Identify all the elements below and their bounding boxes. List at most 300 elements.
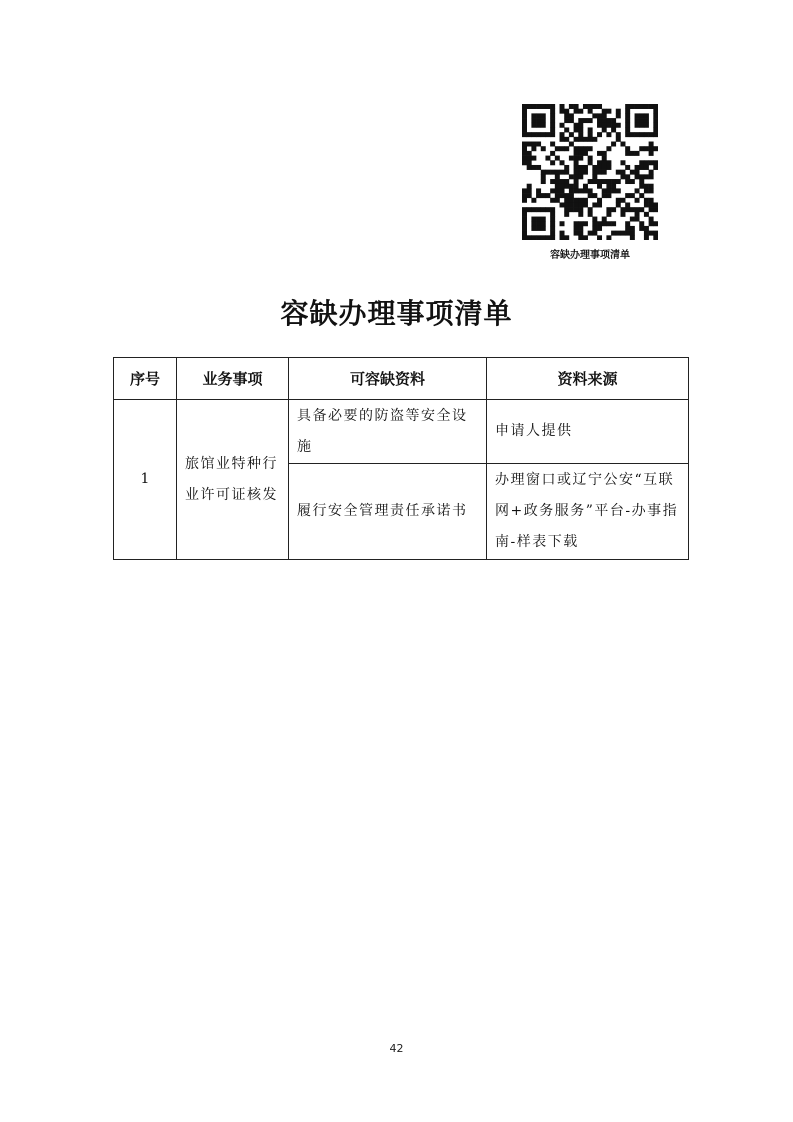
qr-module bbox=[583, 146, 588, 151]
qr-module bbox=[522, 151, 527, 156]
qr-module bbox=[649, 146, 654, 151]
qr-module bbox=[555, 188, 560, 193]
qr-module bbox=[635, 118, 640, 123]
qr-module bbox=[578, 221, 583, 226]
qr-module bbox=[531, 118, 536, 123]
qr-module bbox=[602, 160, 607, 165]
qr-module bbox=[588, 146, 593, 151]
cell-serial-no: 1 bbox=[114, 400, 177, 560]
qr-module bbox=[545, 170, 550, 175]
qr-module bbox=[592, 174, 597, 179]
qr-module bbox=[555, 146, 560, 151]
qr-module bbox=[569, 156, 574, 161]
qr-caption: 容缺办理事项清单 bbox=[550, 250, 630, 261]
qr-module bbox=[616, 170, 621, 175]
qr-module bbox=[611, 142, 616, 147]
qr-module bbox=[649, 142, 654, 147]
qr-module bbox=[620, 198, 625, 203]
qr-module bbox=[522, 212, 527, 217]
qr-module bbox=[527, 132, 532, 137]
qr-module bbox=[522, 188, 527, 193]
qr-module bbox=[564, 118, 569, 123]
qr-module bbox=[569, 198, 574, 203]
cell-source: 申请人提供 bbox=[487, 400, 689, 464]
qr-module bbox=[527, 193, 532, 198]
qr-module bbox=[602, 221, 607, 226]
qr-module bbox=[578, 123, 583, 128]
qr-module bbox=[578, 118, 583, 123]
qr-module bbox=[653, 132, 658, 137]
qr-module bbox=[527, 142, 532, 147]
qr-module bbox=[611, 123, 616, 128]
qr-module bbox=[522, 207, 527, 212]
qr-module bbox=[625, 165, 630, 170]
qr-module bbox=[560, 184, 565, 189]
qr-module bbox=[536, 165, 541, 170]
qr-module bbox=[635, 207, 640, 212]
qr-module bbox=[527, 156, 532, 161]
matters-table bbox=[113, 357, 689, 560]
qr-module bbox=[602, 113, 607, 118]
qr-module bbox=[602, 156, 607, 161]
qr-module bbox=[588, 118, 593, 123]
qr-module bbox=[541, 226, 546, 231]
qr-module bbox=[574, 188, 579, 193]
qr-module bbox=[616, 188, 621, 193]
qr-module bbox=[653, 231, 658, 236]
qr-module bbox=[644, 123, 649, 128]
qr-module bbox=[653, 165, 658, 170]
qr-module bbox=[635, 174, 640, 179]
qr-module bbox=[588, 104, 593, 109]
qr-module bbox=[564, 113, 569, 118]
qr-module bbox=[625, 132, 630, 137]
qr-module bbox=[564, 170, 569, 175]
qr-module bbox=[649, 104, 654, 109]
qr-module bbox=[606, 123, 611, 128]
qr-module bbox=[560, 231, 565, 236]
qr-module bbox=[653, 160, 658, 165]
qr-module bbox=[588, 207, 593, 212]
qr-module bbox=[635, 113, 640, 118]
qr-module bbox=[635, 165, 640, 170]
qr-module bbox=[522, 118, 527, 123]
qr-module bbox=[522, 217, 527, 222]
qr-module bbox=[649, 207, 654, 212]
qr-module bbox=[611, 184, 616, 189]
qr-module bbox=[574, 146, 579, 151]
qr-module bbox=[527, 235, 532, 240]
qr-module bbox=[649, 202, 654, 207]
qr-module bbox=[649, 184, 654, 189]
qr-module bbox=[564, 184, 569, 189]
qr-module bbox=[630, 193, 635, 198]
qr-module bbox=[583, 221, 588, 226]
qr-module bbox=[555, 170, 560, 175]
qr-module bbox=[583, 235, 588, 240]
qr-module bbox=[564, 179, 569, 184]
qr-module bbox=[569, 142, 574, 147]
qr-module bbox=[541, 174, 546, 179]
qr-module bbox=[611, 207, 616, 212]
qr-module bbox=[536, 235, 541, 240]
qr-module bbox=[531, 217, 536, 222]
qr-module bbox=[611, 118, 616, 123]
qr-module bbox=[639, 132, 644, 137]
qr-module bbox=[606, 146, 611, 151]
qr-module bbox=[560, 109, 565, 114]
qr-module bbox=[522, 156, 527, 161]
qr-module bbox=[597, 170, 602, 175]
qr-module bbox=[616, 137, 621, 142]
qr-module bbox=[616, 179, 621, 184]
qr-module bbox=[522, 193, 527, 198]
qr-module bbox=[583, 165, 588, 170]
qr-module bbox=[653, 113, 658, 118]
qr-module bbox=[522, 226, 527, 231]
qr-module bbox=[522, 235, 527, 240]
qr-module bbox=[630, 132, 635, 137]
table-header-row bbox=[114, 358, 689, 400]
qr-module bbox=[620, 142, 625, 147]
qr-module bbox=[630, 207, 635, 212]
qr-module bbox=[639, 179, 644, 184]
qr-module bbox=[620, 212, 625, 217]
qr-module bbox=[597, 132, 602, 137]
qr-module bbox=[527, 160, 532, 165]
qr-module bbox=[635, 151, 640, 156]
qr-module bbox=[550, 221, 555, 226]
qr-module bbox=[522, 104, 527, 109]
qr-module bbox=[578, 231, 583, 236]
qr-module bbox=[588, 179, 593, 184]
qr-module bbox=[625, 118, 630, 123]
qr-module bbox=[616, 123, 621, 128]
qr-module bbox=[560, 179, 565, 184]
qr-module bbox=[616, 202, 621, 207]
qr-module bbox=[550, 104, 555, 109]
qr-module bbox=[644, 165, 649, 170]
qr-module bbox=[578, 174, 583, 179]
qr-module bbox=[592, 193, 597, 198]
qr-module bbox=[649, 231, 654, 236]
qr-module bbox=[606, 184, 611, 189]
qr-module bbox=[644, 132, 649, 137]
qr-module bbox=[653, 118, 658, 123]
qr-module bbox=[574, 165, 579, 170]
qr-module bbox=[625, 174, 630, 179]
qr-module bbox=[574, 123, 579, 128]
qr-module bbox=[578, 127, 583, 132]
qr-module bbox=[574, 137, 579, 142]
qr-module bbox=[550, 113, 555, 118]
qr-module bbox=[592, 217, 597, 222]
qr-module bbox=[592, 226, 597, 231]
qr-module bbox=[625, 127, 630, 132]
qr-module bbox=[649, 198, 654, 203]
qr-module bbox=[560, 188, 565, 193]
qr-module bbox=[536, 188, 541, 193]
qr-module bbox=[545, 207, 550, 212]
qr-module bbox=[541, 113, 546, 118]
qr-module bbox=[564, 235, 569, 240]
qr-module bbox=[639, 174, 644, 179]
qr-module bbox=[639, 113, 644, 118]
qr-module bbox=[639, 160, 644, 165]
qr-module bbox=[597, 179, 602, 184]
qr-module bbox=[616, 231, 621, 236]
cell-business-item: 旅馆业特种行业许可证核发 bbox=[177, 400, 289, 560]
qr-module bbox=[569, 188, 574, 193]
qr-module bbox=[531, 226, 536, 231]
qr-module bbox=[583, 188, 588, 193]
qr-module bbox=[649, 174, 654, 179]
qr-module bbox=[630, 217, 635, 222]
qr-module bbox=[588, 193, 593, 198]
qr-module bbox=[555, 174, 560, 179]
qr-module bbox=[630, 226, 635, 231]
qr-module bbox=[550, 127, 555, 132]
qr-module bbox=[545, 193, 550, 198]
qr-module bbox=[653, 207, 658, 212]
qr-module bbox=[531, 104, 536, 109]
qr-module bbox=[620, 160, 625, 165]
qr-module bbox=[644, 231, 649, 236]
qr-module bbox=[606, 207, 611, 212]
qr-module bbox=[531, 132, 536, 137]
qr-module bbox=[531, 207, 536, 212]
qr-module bbox=[578, 170, 583, 175]
qr-module bbox=[644, 160, 649, 165]
qr-module bbox=[635, 170, 640, 175]
qr-module bbox=[639, 193, 644, 198]
qr-module bbox=[611, 221, 616, 226]
qr-module bbox=[555, 156, 560, 161]
qr-module bbox=[597, 118, 602, 123]
qr-module bbox=[625, 231, 630, 236]
qr-module bbox=[592, 104, 597, 109]
qr-module bbox=[536, 226, 541, 231]
qr-module bbox=[569, 174, 574, 179]
qr-module bbox=[550, 160, 555, 165]
qr-module bbox=[527, 165, 532, 170]
qr-module bbox=[602, 193, 607, 198]
qr-module bbox=[616, 132, 621, 137]
qr-module bbox=[578, 109, 583, 114]
qr-module bbox=[574, 109, 579, 114]
qr-module bbox=[564, 165, 569, 170]
qr-module bbox=[550, 142, 555, 147]
qr-module bbox=[625, 202, 630, 207]
qr-module bbox=[536, 118, 541, 123]
qr-module bbox=[527, 104, 532, 109]
qr-module bbox=[620, 170, 625, 175]
qr-module bbox=[597, 123, 602, 128]
qr-module bbox=[560, 132, 565, 137]
qr-module bbox=[531, 142, 536, 147]
qr-module bbox=[564, 127, 569, 132]
qr-module bbox=[597, 235, 602, 240]
qr-module bbox=[588, 160, 593, 165]
qr-module bbox=[522, 198, 527, 203]
qr-module bbox=[545, 104, 550, 109]
qr-module bbox=[630, 235, 635, 240]
qr-module bbox=[602, 188, 607, 193]
qr-module bbox=[616, 113, 621, 118]
qr-module bbox=[592, 221, 597, 226]
qr-module bbox=[531, 165, 536, 170]
qr-module bbox=[653, 109, 658, 114]
qr-module bbox=[606, 179, 611, 184]
qr-module bbox=[635, 212, 640, 217]
qr-module bbox=[522, 109, 527, 114]
qr-module bbox=[555, 179, 560, 184]
qr-module bbox=[522, 231, 527, 236]
qr-module bbox=[653, 146, 658, 151]
qr-module bbox=[574, 151, 579, 156]
page-number: 42 bbox=[389, 1042, 404, 1055]
qr-module bbox=[550, 207, 555, 212]
qr-module bbox=[625, 193, 630, 198]
qr-module bbox=[649, 170, 654, 175]
qr-module bbox=[564, 212, 569, 217]
qr-module bbox=[625, 179, 630, 184]
qr-module bbox=[616, 109, 621, 114]
qr-module bbox=[649, 160, 654, 165]
qr-module bbox=[606, 165, 611, 170]
qr-module bbox=[574, 184, 579, 189]
qr-module bbox=[550, 226, 555, 231]
qr-module bbox=[639, 165, 644, 170]
qr-module bbox=[644, 202, 649, 207]
qr-module bbox=[541, 193, 546, 198]
qr-module bbox=[606, 212, 611, 217]
qr-module bbox=[578, 188, 583, 193]
qr-module bbox=[522, 127, 527, 132]
qr-module bbox=[555, 184, 560, 189]
qr-module bbox=[583, 151, 588, 156]
qr-module bbox=[644, 104, 649, 109]
qr-module bbox=[531, 113, 536, 118]
qr-module bbox=[602, 123, 607, 128]
qr-module bbox=[578, 202, 583, 207]
qr-module bbox=[602, 170, 607, 175]
qr-module bbox=[541, 132, 546, 137]
qr-module bbox=[578, 207, 583, 212]
qr-module bbox=[625, 221, 630, 226]
qr-module bbox=[574, 202, 579, 207]
qr-module bbox=[644, 188, 649, 193]
qr-module bbox=[644, 174, 649, 179]
qr-module bbox=[597, 221, 602, 226]
qr-module bbox=[541, 170, 546, 175]
qr-module bbox=[541, 123, 546, 128]
qr-module bbox=[630, 104, 635, 109]
qr-module bbox=[536, 113, 541, 118]
qr-module bbox=[541, 217, 546, 222]
qr-module bbox=[588, 156, 593, 161]
qr-module bbox=[602, 151, 607, 156]
qr-module bbox=[583, 104, 588, 109]
qr-module bbox=[527, 184, 532, 189]
qr-module bbox=[574, 231, 579, 236]
qr-module bbox=[653, 202, 658, 207]
qr-module bbox=[531, 146, 536, 151]
qr-module bbox=[541, 235, 546, 240]
qr-module bbox=[531, 198, 536, 203]
qr-module bbox=[550, 217, 555, 222]
qr-module bbox=[560, 193, 565, 198]
qr-module bbox=[592, 231, 597, 236]
qr-module bbox=[639, 226, 644, 231]
qr-module bbox=[644, 113, 649, 118]
qr-module bbox=[583, 137, 588, 142]
qr-module bbox=[569, 207, 574, 212]
qr-module bbox=[560, 104, 565, 109]
qr-module bbox=[578, 151, 583, 156]
qr-module bbox=[545, 235, 550, 240]
qr-module bbox=[625, 226, 630, 231]
qr-module bbox=[555, 198, 560, 203]
qr-module bbox=[560, 202, 565, 207]
qr-module bbox=[635, 217, 640, 222]
qr-module bbox=[597, 104, 602, 109]
qr-module bbox=[639, 207, 644, 212]
qr-module bbox=[564, 198, 569, 203]
qr-module bbox=[620, 231, 625, 236]
qr-module bbox=[597, 184, 602, 189]
qr-module bbox=[550, 123, 555, 128]
qr-module bbox=[653, 104, 658, 109]
qr-module bbox=[536, 221, 541, 226]
qr-module bbox=[588, 127, 593, 132]
qr-module bbox=[564, 207, 569, 212]
qr-module bbox=[578, 212, 583, 217]
qr-module bbox=[639, 118, 644, 123]
qr-module bbox=[606, 188, 611, 193]
qr-module bbox=[541, 118, 546, 123]
qr-module bbox=[569, 104, 574, 109]
qr-module bbox=[536, 142, 541, 147]
qr-module bbox=[578, 132, 583, 137]
qr-module bbox=[644, 146, 649, 151]
qr-module bbox=[588, 132, 593, 137]
qr-module bbox=[536, 123, 541, 128]
qr-module bbox=[635, 132, 640, 137]
qr-module bbox=[564, 109, 569, 114]
qr-module bbox=[597, 160, 602, 165]
qr-module bbox=[653, 127, 658, 132]
qr-module bbox=[583, 198, 588, 203]
qr-module bbox=[578, 235, 583, 240]
qr-module bbox=[602, 118, 607, 123]
qr-module bbox=[560, 221, 565, 226]
qr-module bbox=[635, 104, 640, 109]
qr-module bbox=[569, 118, 574, 123]
qr-module bbox=[625, 109, 630, 114]
qr-module bbox=[588, 231, 593, 236]
qr-module bbox=[653, 221, 658, 226]
cell-source: 办理窗口或辽宁公安“互联网+政务服务”平台-办事指南-样表下载 bbox=[487, 464, 689, 560]
qr-module bbox=[606, 193, 611, 198]
qr-module bbox=[578, 137, 583, 142]
qr-module bbox=[649, 217, 654, 222]
qr-module bbox=[635, 198, 640, 203]
header-serial-no: 序号 bbox=[114, 358, 177, 400]
qr-module bbox=[522, 221, 527, 226]
qr-module bbox=[560, 123, 565, 128]
cell-material: 具备必要的防盗等安全设施 bbox=[289, 400, 487, 464]
